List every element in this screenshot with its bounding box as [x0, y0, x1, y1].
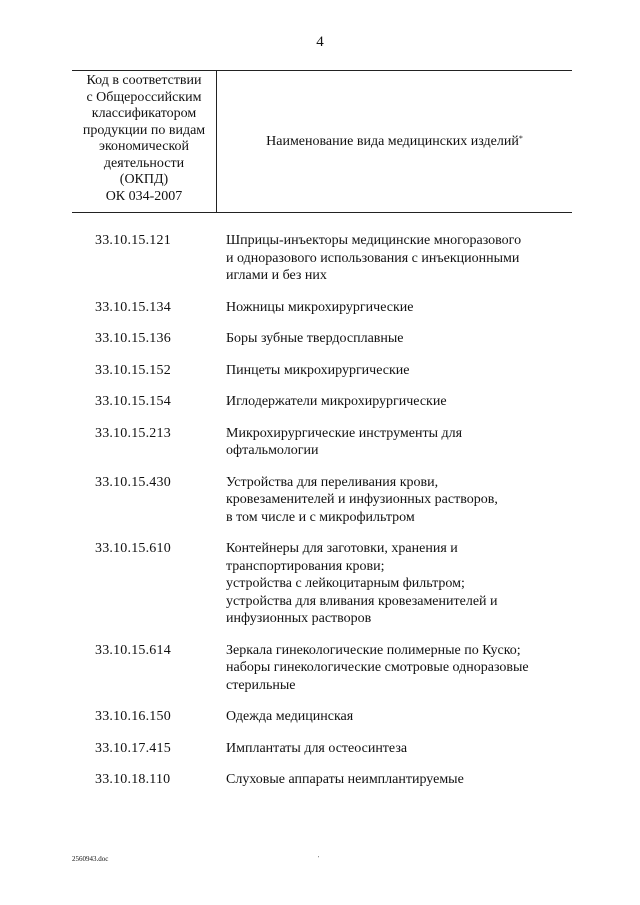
row-name-line: иглами и без них	[226, 268, 327, 283]
row-code: 33.10.15.213	[95, 425, 171, 441]
row-name-line: в том числе и с микрофильтром	[226, 509, 415, 525]
row-code: 33.10.17.415	[95, 740, 171, 756]
header-name-column	[217, 71, 572, 212]
row-name	[226, 232, 576, 285]
row-name	[226, 708, 576, 726]
row-name-line: устройства для вливания кровезаменителей и	[226, 593, 498, 609]
row-name	[226, 425, 576, 460]
row-name	[226, 330, 576, 348]
row-name-line: устройства с лейкоцитарным фильтром;	[226, 576, 465, 591]
header-name-title: Наименование вида медицинских изделий	[266, 133, 519, 149]
row-code: 33.10.15.614	[95, 642, 171, 658]
row-name	[226, 393, 576, 411]
row-name-line: и одноразового использования с инъекционными	[226, 250, 520, 266]
row-code: 33.10.15.430	[95, 474, 171, 490]
footer-mark: '	[318, 856, 320, 862]
row-code: 33.10.18.110	[95, 772, 171, 787]
row-code: 33.10.15.134	[95, 299, 171, 315]
row-name-line: Микрохирургические инструменты для	[226, 425, 463, 441]
row-name-line: Шприцы-инъекторы медицинские многоразового	[226, 233, 522, 248]
header-code-line: продукции по видам	[82, 122, 206, 138]
row-name-line: инфузионных растворов	[226, 611, 372, 626]
page-number: 4	[316, 34, 324, 50]
header-code-line: с Общероссийским	[86, 89, 202, 105]
row-name	[226, 771, 576, 789]
row-name	[226, 299, 576, 317]
row-code: 33.10.16.150	[95, 709, 171, 724]
table-header	[72, 70, 572, 213]
row-code: 33.10.15.154	[95, 394, 171, 409]
row-name-line: Иглодержатели микрохирургические	[226, 394, 447, 409]
header-code-line: классификатором	[91, 106, 197, 121]
header-code-column	[72, 73, 216, 205]
row-name-line: Слуховые аппараты неимплантируемые	[226, 772, 464, 787]
row-name-line: Одежда медицинская	[226, 709, 354, 724]
header-code-line: (ОКПД)	[119, 172, 169, 187]
row-name-line: кровезаменителей и инфузионных растворов,	[226, 492, 498, 507]
header-code-line: Код в соответствии	[86, 73, 202, 88]
row-code: 33.10.15.136	[95, 331, 171, 346]
row-name-line: Имплантаты для остеосинтеза	[226, 740, 408, 756]
row-name-line: транспортирования крови;	[226, 558, 385, 574]
footer-doc-id: 2560943.doc	[72, 855, 109, 863]
row-code: 33.10.15.152	[95, 362, 171, 378]
row-name	[226, 474, 576, 527]
row-name-line: Ножницы микрохирургические	[226, 299, 414, 315]
row-code: 33.10.15.610	[95, 541, 171, 556]
row-name	[226, 642, 576, 695]
row-name-line: стерильные	[226, 677, 296, 693]
row-name-line: наборы гинекологические смотровые одноразовые	[226, 660, 529, 675]
row-name-line: Пинцеты микрохирургические	[226, 362, 410, 378]
row-name	[226, 740, 576, 758]
header-code-line: деятельности	[103, 155, 185, 171]
row-name-line: Боры зубные твердосплавные	[226, 331, 404, 346]
row-name-line: Устройства для переливания крови,	[226, 474, 439, 490]
row-name-line: Зеркала гинекологические полимерные по Куско;	[226, 642, 521, 658]
row-name	[226, 362, 576, 380]
header-code-line: экономической	[98, 139, 190, 154]
header-code-line: ОК 034-2007	[105, 188, 183, 204]
footnote-marker: *	[518, 134, 523, 143]
row-name-line: Контейнеры для заготовки, хранения и	[226, 541, 458, 556]
row-name-line: офтальмологии	[226, 443, 319, 458]
row-name	[226, 540, 576, 628]
row-code: 33.10.15.121	[95, 233, 171, 248]
